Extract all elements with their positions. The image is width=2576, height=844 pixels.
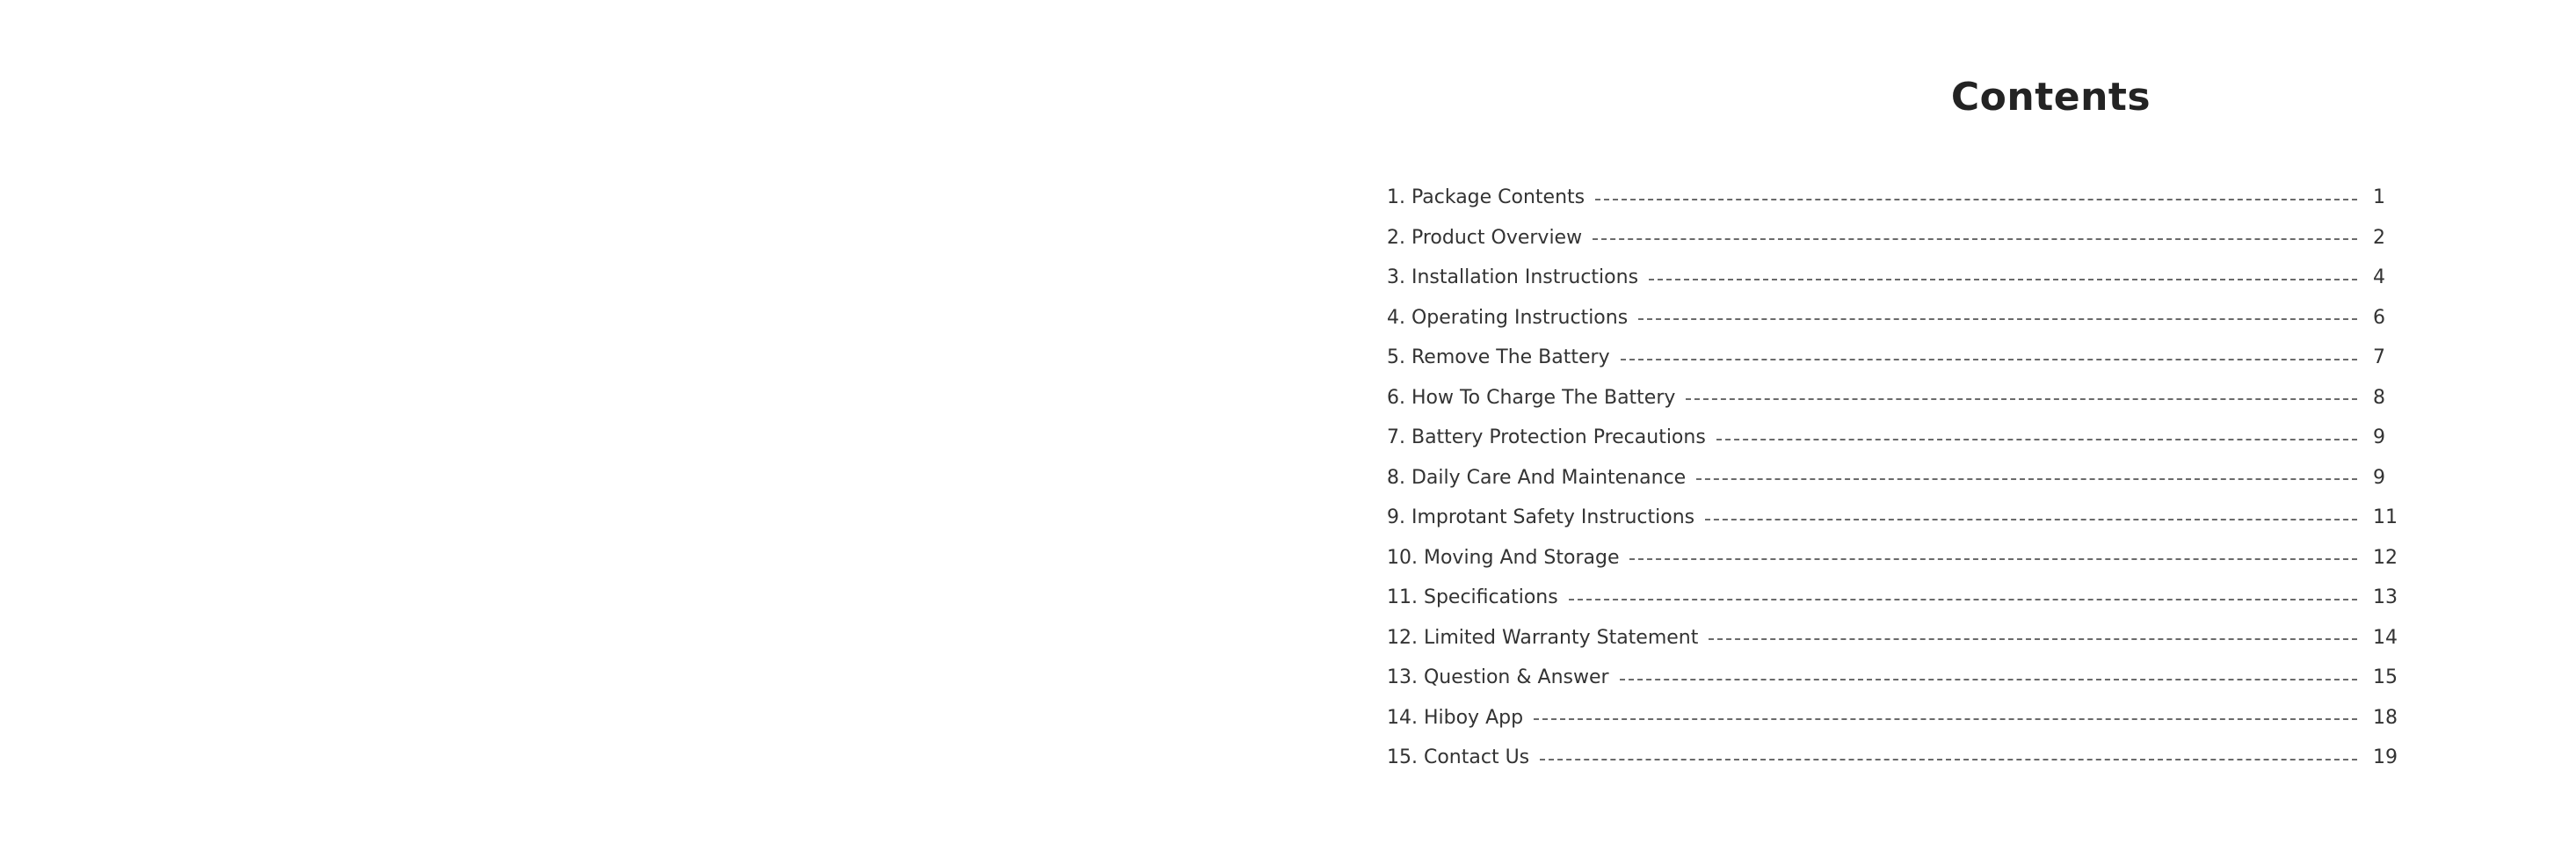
toc-entry-page-number: 1: [2373, 186, 2385, 209]
toc-entry-label: 8. Daily Care And Maintenance: [1387, 466, 1687, 489]
toc-entry-label: 5. Remove The Battery: [1387, 346, 1610, 369]
toc-entry[interactable]: [1387, 178, 2398, 218]
dotted-leader: [1593, 238, 2357, 240]
toc-entry[interactable]: [1387, 618, 2398, 658]
toc-entry[interactable]: [1387, 458, 2398, 498]
dotted-leader: [1705, 519, 2357, 520]
toc-entry-page-number: 9: [2373, 426, 2385, 449]
toc-entry-page-number: 14: [2373, 626, 2398, 649]
toc-entry-label: 3. Installation Instructions: [1387, 266, 1639, 289]
toc-entry-page-number: 2: [2373, 226, 2385, 249]
toc-entry-label: 2. Product Overview: [1387, 226, 1583, 249]
toc-entry[interactable]: [1387, 538, 2398, 578]
toc-entry-page-number: 8: [2373, 386, 2385, 409]
toc-entry[interactable]: [1387, 378, 2398, 418]
toc-entry[interactable]: [1387, 658, 2398, 698]
contents-page: [1288, 0, 2576, 844]
toc-entry-page-number: 4: [2373, 266, 2385, 289]
dotted-leader: [1620, 679, 2357, 680]
toc-entry[interactable]: [1387, 258, 2398, 298]
dotted-leader: [1696, 478, 2357, 480]
dotted-leader: [1649, 279, 2357, 280]
toc-entry-page-number: 6: [2373, 306, 2385, 329]
toc-entry[interactable]: [1387, 578, 2398, 618]
toc-entry-page-number: 19: [2373, 746, 2398, 769]
dotted-leader: [1534, 718, 2357, 720]
toc-entry-page-number: 9: [2373, 466, 2385, 489]
toc-entry-label: 9. Improtant Safety Instructions: [1387, 506, 1695, 529]
toc-entry[interactable]: [1387, 218, 2398, 258]
dotted-leader: [1709, 638, 2357, 640]
toc-entry-label: 15. Contact Us: [1387, 746, 1530, 769]
toc-list: [1387, 178, 2398, 778]
page-title: Contents: [1950, 75, 2152, 120]
toc-entry-label: 14. Hiboy App: [1387, 706, 1524, 729]
toc-entry-label: 1. Package Contents: [1387, 186, 1586, 209]
toc-entry-page-number: 7: [2373, 346, 2385, 369]
dotted-leader: [1638, 318, 2357, 320]
dotted-leader: [1540, 759, 2357, 760]
toc-entry-label: 12. Limited Warranty Statement: [1387, 626, 1699, 649]
toc-entry-page-number: 18: [2373, 706, 2398, 729]
dotted-leader: [1595, 199, 2357, 200]
toc-entry[interactable]: [1387, 338, 2398, 378]
toc-entry-label: 7. Battery Protection Precautions: [1387, 426, 1706, 449]
toc-entry-page-number: 12: [2373, 546, 2398, 569]
toc-entry-page-number: 13: [2373, 586, 2398, 609]
dotted-leader: [1629, 558, 2357, 560]
toc-entry-page-number: 11: [2373, 506, 2398, 529]
toc-entry[interactable]: [1387, 418, 2398, 458]
toc-entry[interactable]: [1387, 298, 2398, 338]
dotted-leader: [1569, 599, 2357, 600]
dotted-leader: [1621, 359, 2357, 360]
toc-entry[interactable]: [1387, 698, 2398, 738]
dotted-leader: [1686, 398, 2357, 400]
toc-entry-page-number: 15: [2373, 666, 2398, 689]
toc-entry-label: 13. Question & Answer: [1387, 666, 1609, 689]
toc-entry-label: 4. Operating Instructions: [1387, 306, 1629, 329]
toc-entry-label: 11. Specifications: [1387, 586, 1558, 609]
toc-entry[interactable]: [1387, 498, 2398, 538]
toc-entry-label: 6. How To Charge The Battery: [1387, 386, 1676, 409]
toc-entry[interactable]: [1387, 738, 2398, 778]
dotted-leader: [1716, 439, 2357, 440]
toc-entry-label: 10. Moving And Storage: [1387, 546, 1620, 569]
